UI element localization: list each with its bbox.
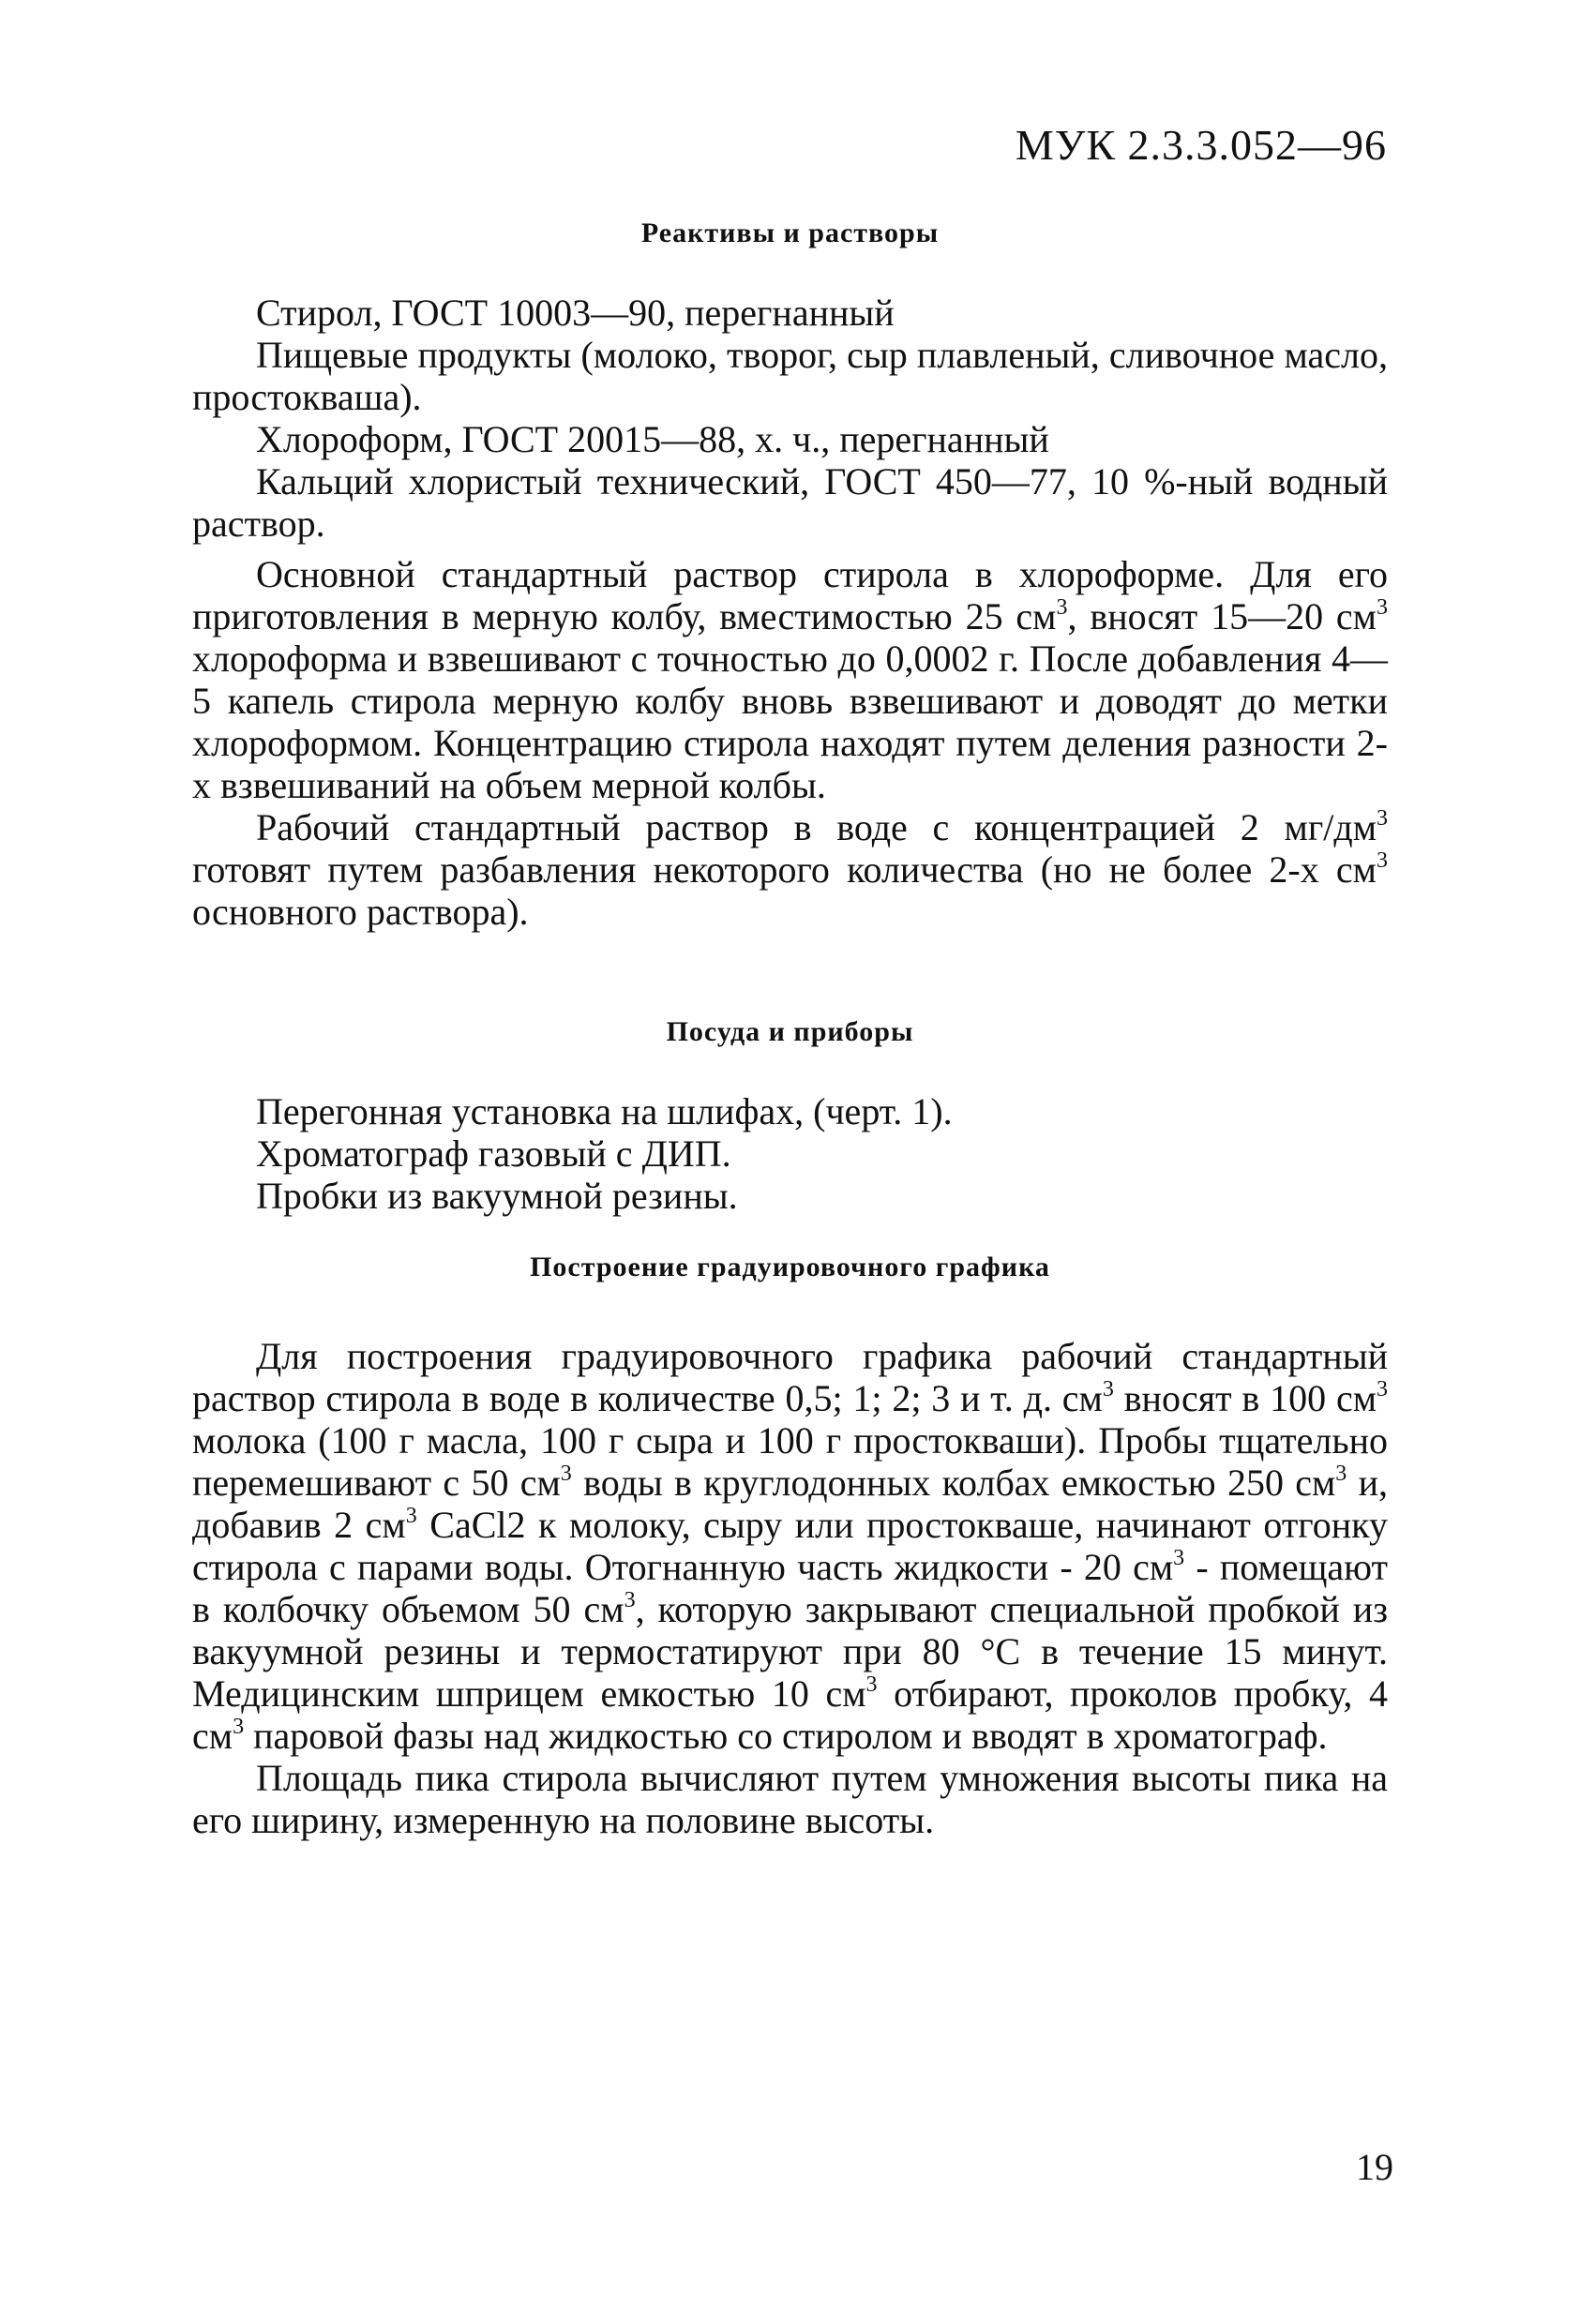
text-segment: и, добавив 2 см <box>192 1462 1388 1546</box>
working-standard-solution-paragraph <box>192 806 1388 933</box>
text-segment: Основной стандартный раствор стирола в хлороформе. Для его приготовления в мерную колбу, вместимостью 25 см <box>192 553 1388 637</box>
text-segment: отбирают, проколов пробку, 4 см <box>192 1672 1389 1757</box>
reagent-food-products: Пищевые продукты (молоко, творог, сыр плавленый, сливочное масло, простокваша). <box>192 334 1388 418</box>
text-segment: молока (100 г масла, 100 г сыра и 100 г простокваши). Пробы тщательно перемешивают с 50 см <box>192 1419 1388 1504</box>
reagent-chloroform: Хлороформ, ГОСТ 20015—88, х. ч., перегнанный <box>256 418 1049 460</box>
calibration-procedure-paragraph <box>192 1335 1388 1757</box>
text-segment: - помещают в колбочку объемом 50 см <box>192 1546 1388 1630</box>
text-segment: готовят путем разбавления некоторого количества (но не более 2-х см <box>192 848 1377 891</box>
text-segment: , которую закрывают специальной пробкой из вакуумной резины и термостатируют при 80 °С в течение 15 минут. Медицинским шприцем емкостью 10 см <box>192 1588 1389 1715</box>
superscript: 3 <box>1102 1377 1114 1402</box>
text-segment: CaCl2 к молоку, сыру или простокваше, начинают отгонку стирола с парами воды. Отогнанную часть жидкости - 20 см <box>192 1504 1388 1588</box>
superscript: 3 <box>233 1715 245 1739</box>
equipment-item: Перегонная установка на шлифах, (черт. 1). <box>256 1090 953 1132</box>
superscript: 3 <box>1377 595 1388 620</box>
superscript: 3 <box>1335 1462 1347 1486</box>
superscript: 3 <box>405 1504 417 1528</box>
equipment-item: Пробки из вакуумной резины. <box>256 1175 738 1217</box>
equipment-section <box>192 1090 1388 1217</box>
reagents-section <box>192 292 1388 933</box>
superscript: 3 <box>1056 595 1068 620</box>
text-segment: хлороформа и взвешивают с точностью до 0,0002 г. После добавления 4—5 капель стирола мерную колбу вновь взвешивают и доводят до метки хлороформом. Концентрацию стирола находят путем деления разности 2-х взвешиваний на объем мерной колбы. <box>192 637 1388 806</box>
section-heading-reagents: Реактивы и растворы <box>640 217 940 248</box>
superscript: 3 <box>1377 1377 1389 1402</box>
section-heading-equipment: Посуда и приборы <box>666 1016 914 1047</box>
text-segment: воды в круглодонных колбах емкостью 250 см <box>571 1462 1336 1504</box>
main-standard-solution-paragraph <box>192 553 1388 806</box>
text-segment: основного раствора). <box>192 891 529 933</box>
peak-area-paragraph: Площадь пика стирола вычисляют путем умножения высоты пика на его ширину, измеренную на половине высоты. <box>192 1757 1388 1841</box>
superscript: 3 <box>865 1672 878 1697</box>
reagent-styrene: Стирол, ГОСТ 10003—90, перегнанный <box>256 292 895 334</box>
text-segment: Для построения градуировочного графика рабочий стандартный раствор стирола в воде в количестве 0,5; 1; 2; 3 и т. д. см <box>192 1335 1388 1419</box>
superscript: 3 <box>1377 806 1388 831</box>
calibration-section <box>192 1335 1388 1841</box>
superscript: 3 <box>624 1588 636 1612</box>
superscript: 3 <box>1173 1546 1185 1570</box>
text-segment: , вносят 15—20 см <box>1067 595 1377 637</box>
page-number: 19 <box>1356 2146 1393 2188</box>
text-segment: Рабочий стандартный раствор в воде с концентрацией 2 мг/дм <box>256 806 1377 848</box>
equipment-item: Хроматограф газовый с ДИП. <box>256 1132 731 1175</box>
text-segment: вносят в 100 см <box>1113 1377 1377 1419</box>
section-heading-calibration: Построение градуировочного графика <box>530 1252 1050 1282</box>
document-code: МУК 2.3.3.052—96 <box>1015 121 1387 169</box>
text-segment: паровой фазы над жидкостью со стиролом и вводят в хроматограф. <box>244 1715 1328 1757</box>
superscript: 3 <box>560 1462 572 1486</box>
superscript: 3 <box>1377 848 1388 873</box>
reagent-calcium-chloride: Кальций хлористый технический, ГОСТ 450—77, 10 %-ный водный раствор. <box>192 460 1388 545</box>
